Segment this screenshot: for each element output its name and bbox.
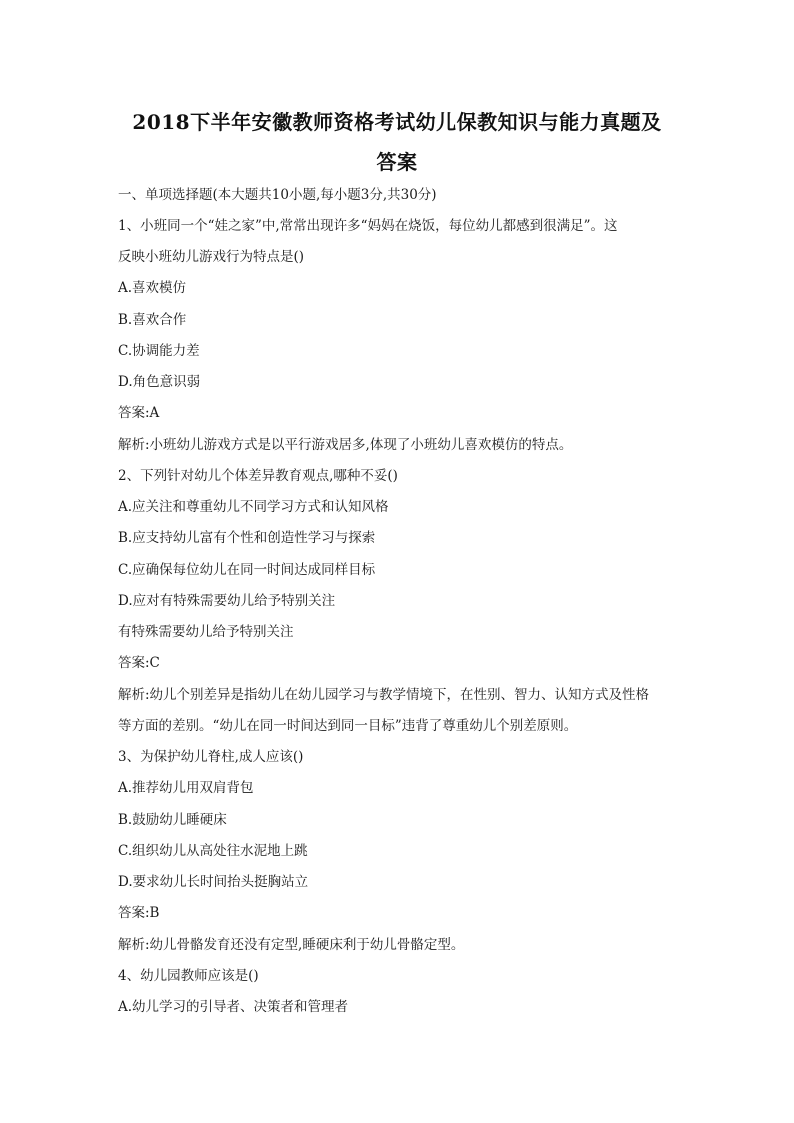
question-2-stem: 2、下列针对幼儿个体差异教育观点,哪种不妥() <box>118 468 398 484</box>
document-title-line-1: 2018下半年安徽教师资格考试幼儿保教知识与能力真题及 <box>132 110 662 134</box>
question-3-option-c: C.组织幼儿从高处往水泥地上跳 <box>118 843 308 859</box>
question-2-explanation-line-2: 等方面的差别。“幼儿在同一时间达到同一目标”违背了尊重幼儿个别差原则。 <box>118 718 578 734</box>
question-1-option-d: D.角色意识弱 <box>118 374 201 390</box>
question-3-option-a: A.推荐幼儿用双肩背包 <box>118 780 254 796</box>
section-heading: 一、单项选择题(本大题共10小题,每小题3分,共30分) <box>118 187 437 203</box>
question-3-stem: 3、为保护幼儿脊柱,成人应该() <box>118 749 304 765</box>
question-3-option-d: D.要求幼儿长时间抬头挺胸站立 <box>118 874 309 890</box>
question-2-answer: 答案:C <box>118 655 160 671</box>
question-3-answer: 答案:B <box>118 905 160 921</box>
question-1-explanation: 解析:小班幼儿游戏方式是以平行游戏居多,体现了小班幼儿喜欢模仿的特点。 <box>118 437 573 453</box>
question-4-stem: 4、幼儿园教师应该是() <box>118 968 259 984</box>
question-2-option-c: C.应确保每位幼儿在同一时间达成同样目标 <box>118 562 376 578</box>
question-1-stem-line-1: 1、小班同一个“娃之家”中,常常出现许多“妈妈在烧饭，每位幼儿都感到很满足”。这 <box>118 218 618 234</box>
question-3-explanation: 解析:幼儿骨骼发育还没有定型,睡硬床利于幼儿骨骼定型。 <box>118 937 465 953</box>
question-3-option-b: B.鼓励幼儿睡硬床 <box>118 812 227 828</box>
question-2-option-d: D.应对有特殊需要幼儿给予特别关注 <box>118 593 336 609</box>
question-2-option-b: B.应支持幼儿富有个性和创造性学习与探索 <box>118 530 376 546</box>
question-1-stem-line-2: 反映小班幼儿游戏行为特点是() <box>118 249 305 265</box>
question-1-option-c: C.协调能力差 <box>118 343 200 359</box>
question-1-option-b: B.喜欢合作 <box>118 312 187 328</box>
question-1-answer: 答案:A <box>118 405 160 421</box>
question-1-option-a: A.喜欢模仿 <box>118 280 187 296</box>
question-2-extra-line: 有特殊需要幼儿给予特别关注 <box>118 624 294 640</box>
question-2-explanation-line-1: 解析:幼儿个别差异是指幼儿在幼儿园学习与教学情境下，在性别、智力、认知方式及性格 <box>118 687 650 703</box>
question-2-option-a: A.应关注和尊重幼儿不同学习方式和认知风格 <box>118 499 389 515</box>
document-title-line-2: 答案 <box>376 150 418 174</box>
question-4-option-a: A.幼儿学习的引导者、决策者和管理者 <box>118 999 349 1015</box>
